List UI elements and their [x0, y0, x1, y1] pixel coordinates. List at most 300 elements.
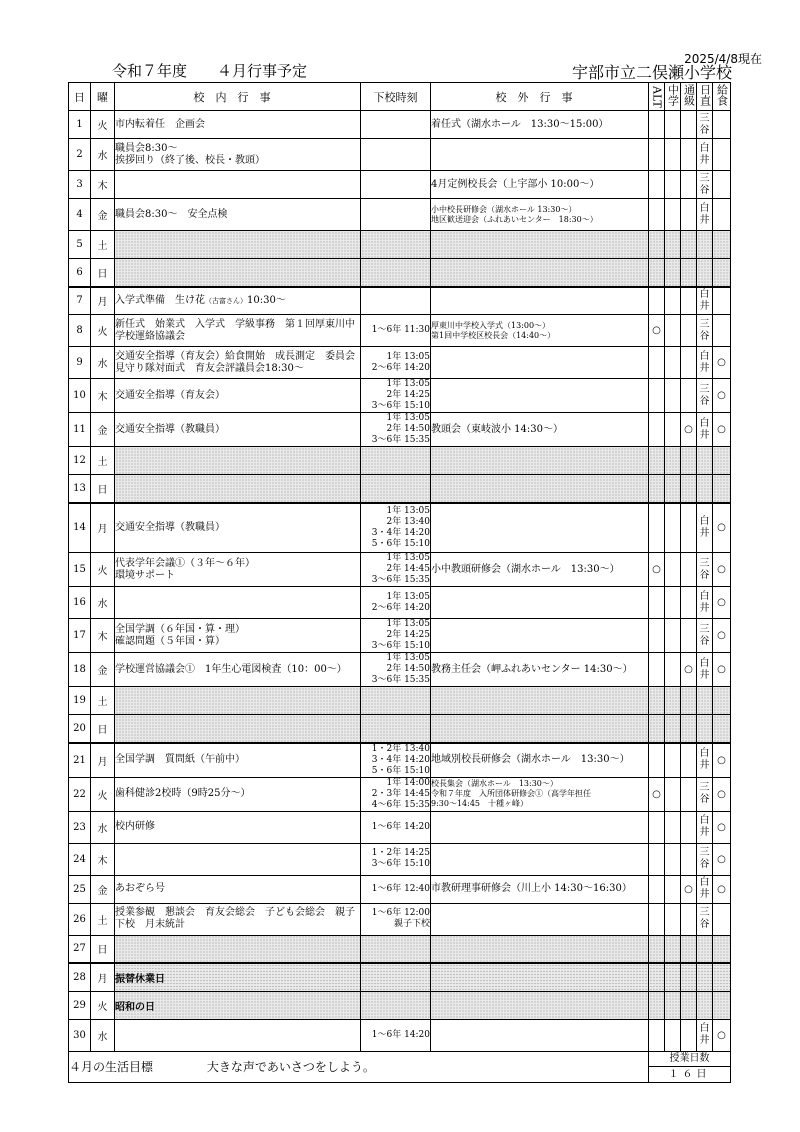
- in-school-event-cell: [115, 743, 361, 778]
- alt-cell: ○: [649, 553, 665, 587]
- tsukyu-cell: [681, 503, 697, 553]
- col-duty-label: 日直: [698, 84, 712, 106]
- day-cell: 9: [69, 347, 91, 379]
- dismissal-time-cell: [361, 111, 431, 139]
- in-school-event-cell: [115, 315, 361, 347]
- alt-cell: [649, 447, 665, 475]
- dismissal-time-cell: 1〜6年 11:30: [361, 315, 431, 347]
- school-days-value: １６日: [668, 1068, 711, 1080]
- alt-cell: [649, 199, 665, 231]
- duty-name: 白井: [699, 202, 710, 226]
- lunch-cell: [713, 171, 731, 199]
- dismissal-time-cell: 1年 13:05 2〜6年 14:20: [361, 347, 431, 379]
- duty-cell: [697, 777, 713, 811]
- school-days-cell: [649, 1051, 731, 1082]
- lunch-cell: [713, 715, 731, 743]
- duty-cell: [697, 379, 713, 413]
- junior-high-cell: [665, 587, 681, 619]
- day-cell: 3: [69, 171, 91, 199]
- duty-name: 三谷: [699, 112, 710, 136]
- out-school-event-cell: [431, 231, 649, 259]
- schedule-row: [69, 963, 731, 991]
- lunch-cell: ○: [713, 743, 731, 778]
- in-school-event-text: あおぞら号: [115, 883, 165, 894]
- schedule-row: [69, 347, 731, 379]
- dismissal-time-cell: [361, 199, 431, 231]
- lunch-cell: ○: [713, 619, 731, 653]
- school-days-label: 授業日数: [649, 1052, 730, 1067]
- weekday-cell: 金: [91, 413, 115, 447]
- junior-high-cell: [665, 653, 681, 687]
- duty-name: 三谷: [699, 172, 710, 196]
- weekday-cell: 木: [91, 171, 115, 199]
- alt-cell: [649, 413, 665, 447]
- dismissal-time-cell: 1年 13:05 2年 14:25 3〜6年 15:10: [361, 379, 431, 413]
- in-school-event-cell: [115, 553, 361, 587]
- duty-cell: [697, 111, 713, 139]
- in-school-event-text: 交通安全指導（教職員）: [115, 521, 225, 533]
- duty-cell: [697, 315, 713, 347]
- alt-cell: [649, 347, 665, 379]
- weekday-cell: 火: [91, 111, 115, 139]
- duty-name: 白井: [699, 657, 710, 681]
- junior-high-cell: [665, 475, 681, 503]
- dismissal-time-cell: [361, 935, 431, 963]
- dismissal-time-cell: [361, 287, 431, 315]
- weekday-cell: 月: [91, 743, 115, 778]
- in-school-event-cell: [115, 347, 365, 379]
- day-cell: 5: [69, 231, 91, 259]
- lunch-cell: [713, 259, 731, 287]
- col-junior-high-label: 中学: [666, 84, 680, 106]
- in-school-event-cell: [115, 875, 361, 903]
- weekday-cell: 水: [91, 587, 115, 619]
- out-school-event-cell: [431, 811, 649, 843]
- day-cell: 7: [69, 287, 91, 315]
- col-tsukyu-label: 通級: [682, 84, 696, 106]
- duty-cell: [697, 139, 713, 171]
- junior-high-cell: [665, 935, 681, 963]
- col-in-school-header: 校内行事: [115, 83, 361, 111]
- day-cell: 23: [69, 811, 91, 843]
- junior-high-cell: [665, 231, 681, 259]
- tsukyu-cell: ○: [681, 875, 697, 903]
- weekday-cell: 木: [91, 619, 115, 653]
- duty-name: 白井: [699, 815, 710, 838]
- dismissal-time-cell: [361, 715, 431, 743]
- junior-high-cell: [665, 199, 681, 231]
- out-school-event-cell: 厚東川中学校入学式（13:00〜） 第1回中学校区校長会（14:40〜）: [431, 315, 649, 347]
- lunch-cell: ○: [713, 1019, 731, 1051]
- alt-cell: [649, 171, 665, 199]
- in-school-event-cell: [115, 587, 361, 619]
- in-school-event-cell: [115, 287, 361, 315]
- day-cell: 21: [69, 743, 91, 778]
- dismissal-time-cell: 1〜6年 14:20: [361, 1019, 431, 1051]
- col-out-school-header: 校外行事: [431, 83, 649, 111]
- in-school-event-cell: [115, 111, 361, 139]
- out-school-event-cell: [431, 715, 649, 743]
- dismissal-time-cell: 1年 13:05 2年 13:40 3・4年 14:20 5・6年 15:10: [361, 503, 431, 553]
- lunch-cell: [713, 903, 731, 935]
- lunch-cell: [713, 935, 731, 963]
- junior-high-cell: [665, 777, 681, 811]
- day-cell: 15: [69, 553, 91, 587]
- day-cell: 8: [69, 315, 91, 347]
- schedule-row: [69, 653, 731, 687]
- weekday-cell: 火: [91, 777, 115, 811]
- schedule-row: [69, 843, 731, 875]
- weekday-cell: 火: [91, 315, 115, 347]
- schedule-row: [69, 743, 731, 778]
- in-school-event-cell: [115, 687, 361, 715]
- alt-cell: ○: [649, 315, 665, 347]
- weekday-cell: 火: [91, 991, 115, 1019]
- weekday-cell: 日: [91, 259, 115, 287]
- out-school-event-cell: 市教研理事研修会（川上小 14:30〜16:30）: [431, 875, 649, 903]
- out-school-event-cell: 地域別校長研修会（湖水ホール 13:30〜）: [431, 743, 649, 778]
- header-row: [69, 83, 731, 111]
- day-cell: 6: [69, 259, 91, 287]
- out-school-event-cell: [431, 991, 649, 1019]
- duty-name: 三谷: [699, 907, 710, 930]
- in-school-event-cell: [115, 447, 361, 475]
- in-school-event-text: 入学式準備 生け花: [115, 294, 205, 306]
- junior-high-cell: [665, 687, 681, 715]
- day-cell: 20: [69, 715, 91, 743]
- alt-cell: [649, 287, 665, 315]
- lunch-cell: [713, 287, 731, 315]
- weekday-cell: 月: [91, 503, 115, 553]
- duty-cell: [697, 475, 713, 503]
- tsukyu-cell: [681, 139, 697, 171]
- alt-cell: [649, 475, 665, 503]
- lunch-cell: ○: [713, 503, 731, 553]
- alt-cell: [649, 139, 665, 171]
- tsukyu-cell: [681, 963, 697, 991]
- duty-name: 白井: [699, 350, 710, 374]
- junior-high-cell: [665, 379, 681, 413]
- lunch-cell: [713, 447, 731, 475]
- weekday-cell: 金: [91, 875, 115, 903]
- duty-cell: [697, 259, 713, 287]
- in-school-event-text: 授業参観 懇談会 育友会総会 子ども会総会 親子下校 月末統計: [115, 907, 355, 930]
- col-tsukyu-header: [681, 83, 697, 111]
- duty-cell: [697, 413, 713, 447]
- in-school-event-cell: [115, 503, 361, 553]
- in-school-event-time: 10:30〜: [247, 294, 286, 306]
- tsukyu-cell: [681, 379, 697, 413]
- duty-name: 白井: [699, 288, 710, 312]
- col-dow-header: 曜: [91, 83, 115, 111]
- out-school-event-cell: [431, 447, 649, 475]
- duty-cell: [697, 963, 713, 991]
- schedule-row: [69, 903, 731, 935]
- duty-name: 白井: [699, 748, 710, 771]
- life-goal-text: 大きな声であいさつをしよう。: [206, 1060, 375, 1074]
- tsukyu-cell: [681, 315, 697, 347]
- out-school-event-cell: [431, 139, 649, 171]
- duty-name: 三谷: [699, 557, 710, 581]
- day-cell: 13: [69, 475, 91, 503]
- schedule-row: [69, 259, 731, 287]
- in-school-event-text: 市内転着任 企画会: [115, 118, 205, 130]
- col-junior-high-header: [665, 83, 681, 111]
- duty-name: 白井: [699, 877, 710, 900]
- dismissal-time-cell: 1年 13:05 2年 14:25 3〜6年 15:10: [361, 619, 431, 653]
- duty-name: 三谷: [699, 383, 710, 407]
- in-school-event-text: 歯科健診2校時（9時25分〜）: [115, 788, 251, 799]
- in-school-event-text: 代表学年会議①（３年〜６年） 環境サポート: [115, 557, 255, 581]
- tsukyu-cell: [681, 259, 697, 287]
- junior-high-cell: [665, 715, 681, 743]
- weekday-cell: 日: [91, 715, 115, 743]
- out-school-event-cell: [431, 475, 649, 503]
- weekday-cell: 金: [91, 199, 115, 231]
- junior-high-cell: [665, 413, 681, 447]
- junior-high-cell: [665, 111, 681, 139]
- life-goal-label: ４月の生活目標: [69, 1060, 154, 1074]
- tsukyu-cell: [681, 347, 697, 379]
- schedule-row: [69, 553, 731, 587]
- duty-name: 白井: [699, 1023, 710, 1046]
- duty-name: 三谷: [699, 318, 710, 342]
- tsukyu-cell: [681, 587, 697, 619]
- schedule-row: [69, 139, 731, 171]
- lunch-cell: ○: [713, 653, 731, 687]
- dismissal-time-cell: [361, 171, 431, 199]
- tsukyu-cell: [681, 1019, 697, 1051]
- in-school-event-cell: [115, 1019, 361, 1051]
- out-school-event-cell: 教務主任会（岬ふれあいセンター 14:30〜）: [431, 653, 649, 687]
- out-school-event-cell: 小中教頭研修会（湖水ホール 13:30〜）: [431, 553, 649, 587]
- in-school-event-cell: [115, 199, 361, 231]
- weekday-cell: 月: [91, 963, 115, 991]
- col-duty-header: [697, 83, 713, 111]
- schedule-row: [69, 875, 731, 903]
- weekday-cell: 土: [91, 687, 115, 715]
- alt-cell: [649, 653, 665, 687]
- dismissal-time-cell: 1年 13:05 2〜6年 14:20: [361, 587, 431, 619]
- in-school-event-cell: [115, 413, 361, 447]
- day-cell: 30: [69, 1019, 91, 1051]
- in-school-event-cell: [115, 475, 361, 503]
- in-school-event-cell: 昭和の日: [115, 991, 361, 1019]
- duty-cell: [697, 743, 713, 778]
- in-school-event-cell: [115, 715, 361, 743]
- lunch-cell: ○: [713, 379, 731, 413]
- tsukyu-cell: [681, 111, 697, 139]
- schedule-row: [69, 715, 731, 743]
- weekday-cell: 日: [91, 475, 115, 503]
- duty-cell: [697, 553, 713, 587]
- school-name: 宇部市立二俣瀬小学校: [571, 63, 732, 82]
- day-cell: 2: [69, 139, 91, 171]
- duty-name: 三谷: [699, 782, 710, 805]
- alt-cell: [649, 811, 665, 843]
- day-cell: 16: [69, 587, 91, 619]
- day-cell: 24: [69, 843, 91, 875]
- weekday-cell: 日: [91, 935, 115, 963]
- tsukyu-cell: [681, 935, 697, 963]
- schedule-row: [69, 619, 731, 653]
- out-school-event-cell: 着任式（湖水ホール 13:30〜15:00）: [431, 111, 649, 139]
- lunch-cell: ○: [713, 811, 731, 843]
- dismissal-time-cell: 1〜6年 14:20: [361, 811, 431, 843]
- dismissal-time-cell: [361, 259, 431, 287]
- schedule-row: [69, 935, 731, 963]
- out-school-event-cell: [431, 587, 649, 619]
- alt-cell: [649, 111, 665, 139]
- in-school-event-cell: [115, 811, 361, 843]
- lunch-cell: [713, 231, 731, 259]
- out-school-event-cell: [431, 619, 649, 653]
- tsukyu-cell: [681, 231, 697, 259]
- duty-name: 白井: [699, 417, 710, 441]
- duty-cell: [697, 287, 713, 315]
- dismissal-time-cell: [361, 447, 431, 475]
- col-alt-header: [649, 83, 665, 111]
- weekday-cell: 土: [91, 447, 115, 475]
- duty-name: 白井: [699, 515, 710, 539]
- in-school-event-cell: [115, 379, 361, 413]
- dismissal-time-cell: [361, 991, 431, 1019]
- out-school-event-cell: [431, 287, 649, 315]
- dismissal-time-cell: 1年 13:05 2年 14:50 3〜6年 15:35: [361, 653, 431, 687]
- dismissal-time-cell: [361, 231, 431, 259]
- junior-high-cell: [665, 503, 681, 553]
- alt-cell: [649, 715, 665, 743]
- in-school-event-text: 交通安全指導（育友会）給食開始 成長測定 委員会 見守り隊対面式 育友会評議員会18:30〜: [115, 350, 365, 374]
- col-lunch-header: [713, 83, 731, 111]
- alt-cell: [649, 843, 665, 875]
- junior-high-cell: [665, 875, 681, 903]
- tsukyu-cell: [681, 687, 697, 715]
- as-of-date: 2025/4/8現在: [684, 52, 762, 66]
- junior-high-cell: [665, 447, 681, 475]
- lunch-cell: [713, 315, 731, 347]
- alt-cell: [649, 935, 665, 963]
- tsukyu-cell: [681, 843, 697, 875]
- day-cell: 10: [69, 379, 91, 413]
- junior-high-cell: [665, 991, 681, 1019]
- junior-high-cell: [665, 259, 681, 287]
- day-cell: 4: [69, 199, 91, 231]
- lunch-cell: [713, 111, 731, 139]
- junior-high-cell: [665, 903, 681, 935]
- day-cell: 27: [69, 935, 91, 963]
- duty-cell: [697, 653, 713, 687]
- in-school-event-text: 職員会8:30〜 安全点検: [115, 208, 228, 220]
- schedule-row: [69, 413, 731, 447]
- duty-cell: [697, 199, 713, 231]
- junior-high-cell: [665, 347, 681, 379]
- day-cell: 29: [69, 991, 91, 1019]
- weekday-cell: 水: [91, 1019, 115, 1051]
- alt-cell: [649, 619, 665, 653]
- weekday-cell: 水: [91, 811, 115, 843]
- duty-cell: [697, 991, 713, 1019]
- in-school-event-text: 新任式 始業式 入学式 学級事務 第１回厚東川中学校運絡協議会: [115, 318, 355, 342]
- lunch-cell: [713, 991, 731, 1019]
- dismissal-time-cell: 1年 13:05 2年 14:50 3〜6年 15:35: [361, 413, 431, 447]
- weekday-cell: 土: [91, 903, 115, 935]
- tsukyu-cell: ○: [681, 653, 697, 687]
- out-school-event-cell: [431, 903, 649, 935]
- dismissal-time-cell: 1〜6年 12:00 親子下校: [361, 903, 431, 935]
- tsukyu-cell: [681, 619, 697, 653]
- alt-cell: [649, 259, 665, 287]
- schedule-row: [69, 991, 731, 1019]
- weekday-cell: 土: [91, 231, 115, 259]
- junior-high-cell: [665, 1019, 681, 1051]
- in-school-event-text: 校内研修: [115, 821, 155, 832]
- junior-high-cell: [665, 287, 681, 315]
- schedule-row: [69, 687, 731, 715]
- schedule-row: [69, 777, 731, 811]
- col-day-header: 日: [69, 83, 91, 111]
- lunch-cell: ○: [713, 413, 731, 447]
- in-school-event-cell: [115, 777, 361, 811]
- out-school-event-cell: 教頭会（東岐波小 14:30〜）: [431, 413, 649, 447]
- tsukyu-cell: ○: [681, 413, 697, 447]
- alt-cell: [649, 875, 665, 903]
- in-school-event-cell: [115, 259, 361, 287]
- weekday-cell: 金: [91, 653, 115, 687]
- out-school-event-cell: [431, 347, 649, 379]
- day-cell: 12: [69, 447, 91, 475]
- alt-cell: [649, 903, 665, 935]
- tsukyu-cell: [681, 447, 697, 475]
- alt-cell: [649, 379, 665, 413]
- in-school-event-text: 交通安全指導（育友会）: [115, 389, 225, 401]
- schedule-body: [69, 111, 731, 1052]
- alt-cell: [649, 231, 665, 259]
- duty-cell: [697, 875, 713, 903]
- lunch-cell: ○: [713, 777, 731, 811]
- schedule-row: [69, 587, 731, 619]
- duty-cell: [697, 231, 713, 259]
- day-cell: 1: [69, 111, 91, 139]
- schedule-row: [69, 379, 731, 413]
- tsukyu-cell: [681, 199, 697, 231]
- duty-cell: [697, 447, 713, 475]
- in-school-event-cell: 振替休業日: [115, 963, 361, 991]
- tsukyu-cell: [681, 903, 697, 935]
- schedule-row: [69, 475, 731, 503]
- duty-name: 三谷: [699, 623, 710, 647]
- schedule-table: [68, 82, 731, 1083]
- out-school-event-cell: [431, 259, 649, 287]
- lunch-cell: [713, 963, 731, 991]
- alt-cell: [649, 743, 665, 778]
- in-school-event-note: （古富さん）: [205, 296, 247, 305]
- tsukyu-cell: [681, 715, 697, 743]
- lunch-cell: ○: [713, 587, 731, 619]
- lunch-cell: [713, 199, 731, 231]
- day-cell: 25: [69, 875, 91, 903]
- lunch-cell: ○: [713, 843, 731, 875]
- dismissal-time-cell: 1・2年 14:25 3〜6年 15:10: [361, 843, 431, 875]
- duty-cell: [697, 171, 713, 199]
- in-school-event-text: 職員会8:30〜 挨拶回り（終了後、校長・教頭）: [115, 142, 265, 166]
- day-cell: 19: [69, 687, 91, 715]
- duty-name: 白井: [699, 590, 710, 614]
- alt-cell: [649, 503, 665, 553]
- out-school-event-cell: [431, 963, 649, 991]
- lunch-cell: ○: [713, 875, 731, 903]
- schedule-row: [69, 171, 731, 199]
